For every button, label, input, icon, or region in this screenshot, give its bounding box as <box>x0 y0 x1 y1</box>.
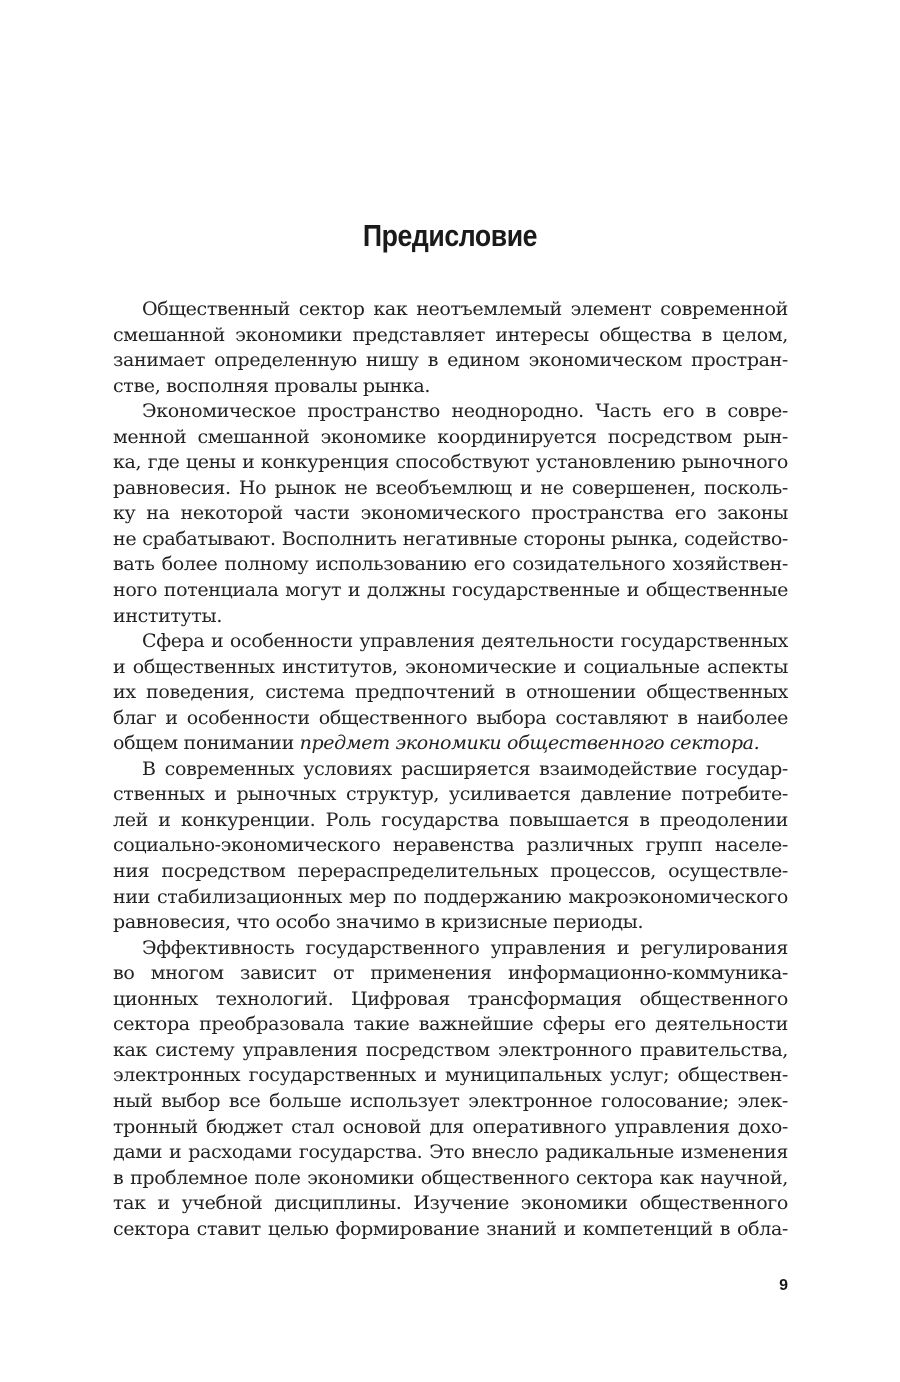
text-line: нии стабилизационных мер по поддержанию макроэкономического <box>113 885 788 908</box>
text-line: ционных технологий. Цифровая трансформация общественного <box>113 987 788 1010</box>
text-line: ка, где цены и конкуренция способствуют установлению рыночного <box>113 451 788 474</box>
text-line: стве, восполняя провалы рынка. <box>113 374 431 397</box>
text-line: так и учебной дисциплины. Изучение экономики общественного <box>113 1192 788 1215</box>
paragraph-1 <box>113 297 788 399</box>
text-line: их поведения, система предпочтений в отношении общественных <box>113 681 788 704</box>
text-line: электронных государственных и муниципальных услуг; обществен- <box>113 1064 788 1087</box>
italic-subject: предмет экономики общественного сектора. <box>299 732 760 755</box>
text-line: Сфера и особенности управления деятельности государственных <box>142 630 788 653</box>
text-line: Эффективность государственного управления и регулирования <box>142 936 788 959</box>
text-line: равновесия, что особо значимо в кризисные периоды. <box>113 911 644 934</box>
text-line: равновесия. Но рынок не всеобъемлющ и не совершенен, посколь- <box>113 476 788 499</box>
text-line: благ и особенности общественного выбора составляют в наиболее <box>113 706 788 729</box>
text-line: социально-экономического неравенства различных групп населе- <box>113 834 788 857</box>
text-line: вать более полному использованию его созидательного хозяйствен- <box>113 553 788 576</box>
text-line: лей и конкуренции. Роль государства повышается в преодолении <box>113 808 788 831</box>
paragraph-3 <box>113 629 788 757</box>
text-line <box>113 731 788 757</box>
text-line: ния посредством перераспределительных процессов, осуществле- <box>113 860 788 883</box>
paragraph-4 <box>113 757 788 936</box>
paragraph-5 <box>113 936 788 1243</box>
text-line: и общественных институтов, экономические и социальные аспекты <box>113 655 788 678</box>
text-line: В современных условиях расширяется взаимодействие государ- <box>142 757 788 780</box>
text-line: сектора ставит целью формирование знаний и компетенций в обла- <box>113 1217 788 1240</box>
text-line: смешанной экономики представляет интересы общества в целом, <box>113 323 788 346</box>
text-line: менной смешанной экономике координируется посредством рын- <box>113 425 788 448</box>
text-line: ственных и рыночных структур, усиливается давление потребите- <box>113 783 788 806</box>
text-line: Экономическое пространство неоднородно. Часть его в совре- <box>142 400 788 423</box>
paragraph-2 <box>113 399 788 629</box>
text-line: Общественный сектор как неотъемлемый элемент современной <box>142 298 788 320</box>
text-line: во многом зависит от применения информационно-коммуника- <box>113 962 788 985</box>
text-line: ку на некоторой части экономического пространства его законы <box>113 502 788 525</box>
plain-text: общем понимании <box>113 732 300 755</box>
text-line: в проблемное поле экономики общественного сектора как научной, <box>113 1166 788 1189</box>
text-line: ного потенциала могут и должны государственные и общественные <box>113 579 788 602</box>
text-line: дами и расходами государства. Это внесло радикальные изменения <box>113 1141 788 1164</box>
text-line: не срабатывают. Восполнить негативные стороны рынка, содейство- <box>113 527 788 550</box>
text-line: ный выбор все больше использует электронное голосование; элек- <box>113 1089 788 1112</box>
text-line: сектора преобразовала такие важнейшие сферы его деятельности <box>113 1013 788 1036</box>
text-line: институты. <box>113 604 223 627</box>
body-text <box>113 297 788 1242</box>
text-line: тронный бюджет стал основой для оперативного управления дохо- <box>113 1115 788 1138</box>
text-line: как систему управления посредством электронного правительства, <box>113 1038 788 1061</box>
page-number: 9 <box>779 1277 788 1294</box>
text-line: занимает определенную нишу в едином экономическом простран- <box>113 349 788 372</box>
page-title: Предисловие <box>362 218 538 253</box>
